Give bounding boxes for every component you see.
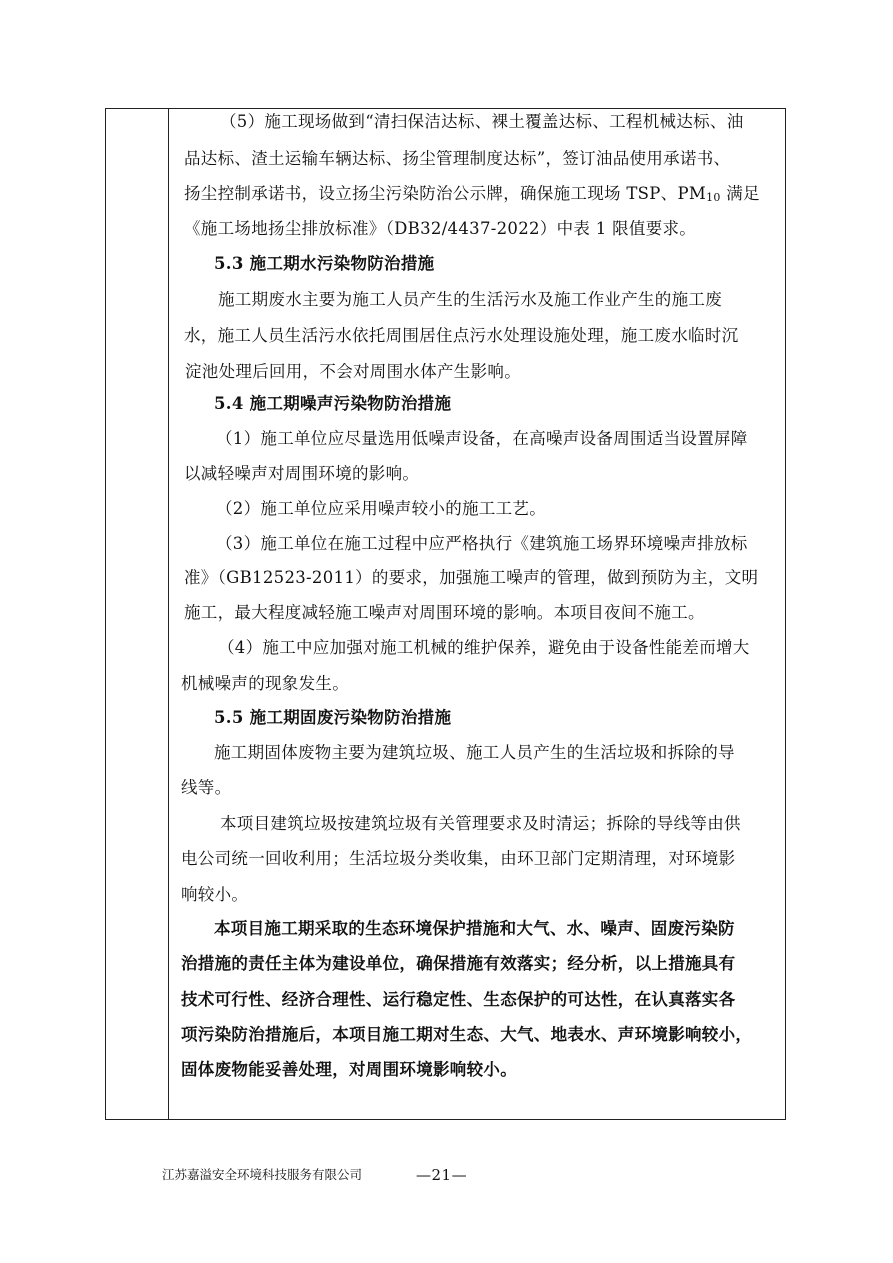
paragraph-line: 线等。 <box>181 778 232 797</box>
paragraph-line: 《施工场地扬尘排放标准》（DB32/4437-2022）中表 1 限值要求。 <box>184 219 697 238</box>
paragraph-line: 以减轻噪声对周围环境的影响。 <box>184 464 420 483</box>
paragraph-line: （5）施工现场做到“清扫保洁达标、裸土覆盖达标、工程机械达标、油 <box>220 112 744 131</box>
page-number: —21— <box>416 1166 468 1184</box>
paragraph-line <box>184 184 760 208</box>
table-left-column-divider <box>168 108 169 1120</box>
conclusion-line: 固体废物能妥善处理，对周围环境影响较小。 <box>181 1060 517 1079</box>
paragraph-line: 电公司统一回收利用；生活垃圾分类收集，由环卫部门定期清理，对环境影 <box>181 849 736 868</box>
text-run: 扬尘控制承诺书，设立扬尘污染防治公示牌，确保施工现场 TSP、PM <box>184 184 707 203</box>
paragraph-line: 响较小。 <box>181 885 249 904</box>
section-heading: 5.5 施工期固废污染物防治措施 <box>214 708 452 727</box>
footer-company-name: 江苏嘉溢安全环境科技服务有限公司 <box>162 1167 363 1182</box>
conclusion-line: 项污染防治措施后，本项目施工期对生态、大气、地表水、声环境影响较小， <box>181 1025 753 1044</box>
paragraph-line: 水，施工人员生活污水依托周围居住点污水处理设施处理，施工废水临时沉 <box>184 326 739 345</box>
paragraph-line: 施工期固体废物主要为建筑垃圾、施工人员产生的生活垃圾和拆除的导 <box>214 743 735 762</box>
paragraph-line: 本项目建筑垃圾按建筑垃圾有关管理要求及时清运；拆除的导线等由供 <box>220 814 741 833</box>
conclusion-line: 本项目施工期采取的生态环境保护措施和大气、水、噪声、固废污染防 <box>214 919 735 938</box>
paragraph-line: （2）施工单位应采用噪声较小的施工工艺。 <box>216 499 546 518</box>
paragraph-line: （3）施工单位在施工过程中应严格执行《建筑施工场界环境噪声排放标 <box>216 534 748 553</box>
conclusion-line: 治措施的责任主体为建设单位，确保措施有效落实；经分析，以上措施具有 <box>181 954 736 973</box>
paragraph-line: 品达标、渣土运输车辆达标、扬尘管理制度达标”，签订油品使用承诺书、 <box>184 149 731 168</box>
paragraph-line: （1）施工单位应尽量选用低噪声设备，在高噪声设备周围适当设置屏障 <box>216 429 748 448</box>
section-heading: 5.3 施工期水污染物防治措施 <box>214 254 435 273</box>
paragraph-line: 施工期废水主要为施工人员产生的生活污水及施工作业产生的施工废 <box>218 290 722 309</box>
section-heading: 5.4 施工期噪声污染物防治措施 <box>214 394 452 413</box>
text-run: 满足 <box>720 184 760 203</box>
subscript: 10 <box>706 191 721 204</box>
paragraph-line: 淀池处理后回用，不会对周围水体产生影响。 <box>185 362 521 381</box>
paragraph-line: 施工，最大程度减轻施工噪声对周围环境的影响。本项目夜间不施工。 <box>184 603 705 622</box>
conclusion-line: 技术可行性、经济合理性、运行稳定性、生态保护的可达性，在认真落实各 <box>181 990 736 1009</box>
paragraph-line: 准》（GB12523-2011）的要求，加强施工噪声的管理，做到预防为主，文明 <box>184 568 759 587</box>
paragraph-line: （4）施工中应加强对施工机械的维护保养，避免由于设备性能差而增大 <box>218 638 750 657</box>
paragraph-line: 机械噪声的现象发生。 <box>181 674 349 693</box>
